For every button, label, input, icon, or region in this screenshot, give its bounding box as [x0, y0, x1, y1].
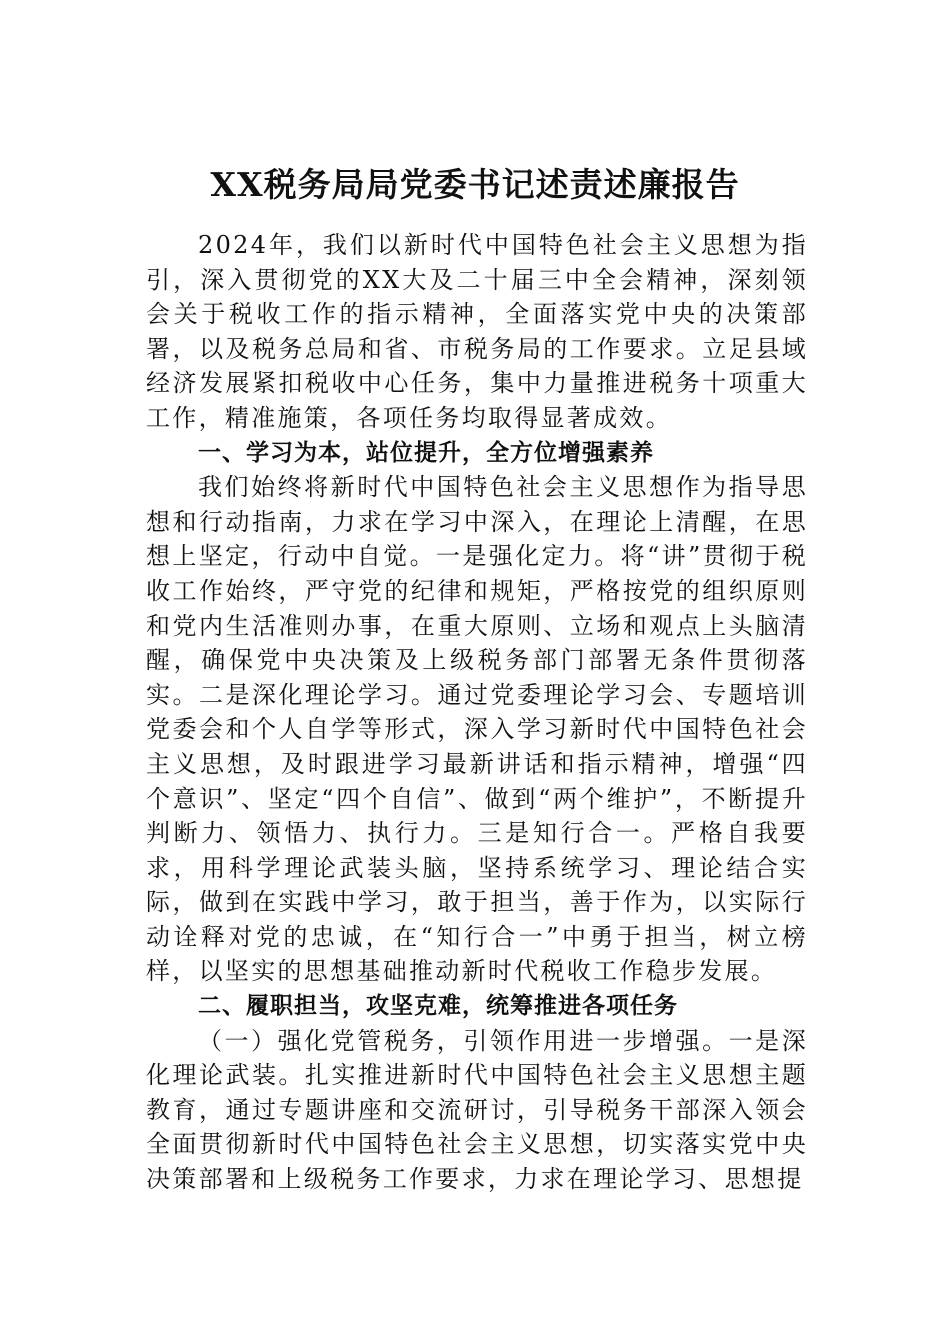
- section-heading-1: 一、学习为本，站位提升，全方位增强素养: [198, 439, 654, 466]
- document-body: [146, 228, 808, 1197]
- document-title: XX税务局局党委书记述责述廉报告: [210, 165, 740, 204]
- section-heading-2: 二、履职担当，攻坚克难，统筹推进各项任务: [198, 993, 678, 1020]
- section-2-paragraph: （一）强化党管税务，引领作用进一步增强。一是深化理论武装。扎实推进新时代中国特色社会主义思想主题教育，通过专题讲座和交流研讨，引导税务干部深入领会全面贯彻新时代中国特色社会主义思想，切实落实党中央决策部署和上级税务工作要求，力求在理论学习、思想提: [146, 1026, 808, 1194]
- intro-paragraph: 2024年，我们以新时代中国特色社会主义思想为指引，深入贯彻党的XX大及二十届三中全会精神，深刻领会关于税收工作的指示精神，全面落实党中央的决策部署，以及税务总局和省、市税务局的工作要求。立足县域经济发展紧扣税收中心任务，集中力量推进税务十项重大工作，精准施策，各项任务均取得显著成效。: [146, 231, 808, 432]
- section-1-paragraph: 我们始终将新时代中国特色社会主义思想作为指导思想和行动指南，力求在学习中深入，在理论上清醒，在思想上坚定，行动中自觉。一是强化定力。将“讲”贯彻于税收工作始终，严守党的纪律和规矩，严格按党的组织原则和党内生活准则办事，在重大原则、立场和观点上头脑清醒，确保党中央决策及上级税务部门部署无条件贯彻落实。二是深化理论学习。通过党委理论学习会、专题培训党委会和个人自学等形式，深入学习新时代中国特色社会主义思想，及时跟进学习最新讲话和指示精神，增强“四个意识”、坚定“四个自信”、做到“两个维护”，不断提升判断力、领悟力、执行力。三是知行合一。严格自我要求，用科学理论武装头脑，坚持系统学习、理论结合实际，做到在实践中学习，敢于担当，善于作为，以实际行动诠释对党的忠诚，在“知行合一”中勇于担当，树立榜样，以坚实的思想基础推动新时代税收工作稳步发展。: [146, 473, 808, 986]
